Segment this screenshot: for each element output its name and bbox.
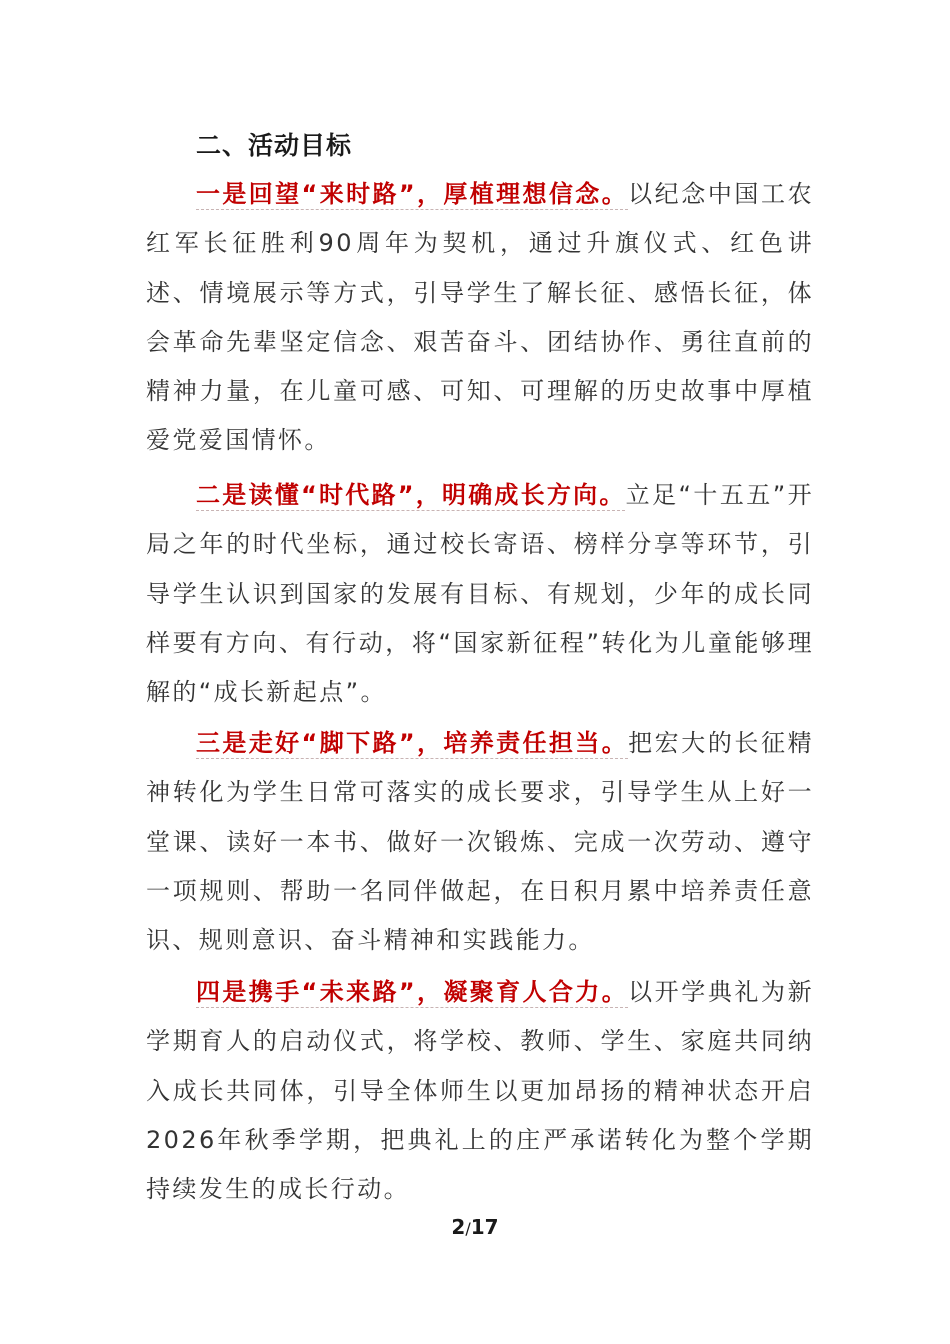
page-current: 2 <box>451 1215 466 1239</box>
section-heading: 二、活动目标 <box>196 131 353 160</box>
objective-paragraph-3 <box>146 719 814 965</box>
objective-paragraph-4 <box>146 968 814 1214</box>
objective-4-body: 以开学典礼为新学期育人的启动仪式，将学校、教师、学生、家庭共同纳入成长共同体，引导全体师生以更加昂扬的精神状态开启2026年秋季学期，把典礼上的庄严承诺转化为整个学期持续发生的成长行动。 <box>146 978 814 1204</box>
objective-1-lead: 一是回望“来时路”，厚植理想信念。 <box>196 180 629 208</box>
objective-3-lead: 三是走好“脚下路”，培养责任担当。 <box>196 729 629 757</box>
objective-4-lead: 四是携手“未来路”，凝聚育人合力。 <box>196 978 629 1006</box>
objective-paragraph-2 <box>146 471 814 717</box>
page-number <box>0 1215 950 1239</box>
objective-3-body: 把宏大的长征精神转化为学生日常可落实的成长要求，引导学生从上好一堂课、读好一本书、做好一次锻炼、完成一次劳动、遵守一项规则、帮助一名同伴做起，在日积月累中培养责任意识、规则意识、奋斗精神和实践能力。 <box>146 729 814 955</box>
page-separator: / <box>465 1219 471 1238</box>
objective-1-body: 以纪念中国工农红军长征胜利90周年为契机，通过升旗仪式、红色讲述、情境展示等方式，引导学生了解长征、感悟长征，体会革命先辈坚定信念、艰苦奋斗、团结协作、勇往直前的精神力量，在儿童可感、可知、可理解的历史故事中厚植爱党爱国情怀。 <box>146 180 814 455</box>
objective-paragraph-1 <box>146 170 814 466</box>
objective-2-lead: 二是读懂“时代路”，明确成长方向。 <box>196 481 626 509</box>
objective-2-body: 立足“十五五”开局之年的时代坐标，通过校长寄语、榜样分享等环节，引导学生认识到国家的发展有目标、有规划，少年的成长同样要有方向、有行动，将“国家新征程”转化为儿童能够理解的“成长新起点”。 <box>146 481 814 707</box>
page-total: 17 <box>470 1215 499 1239</box>
